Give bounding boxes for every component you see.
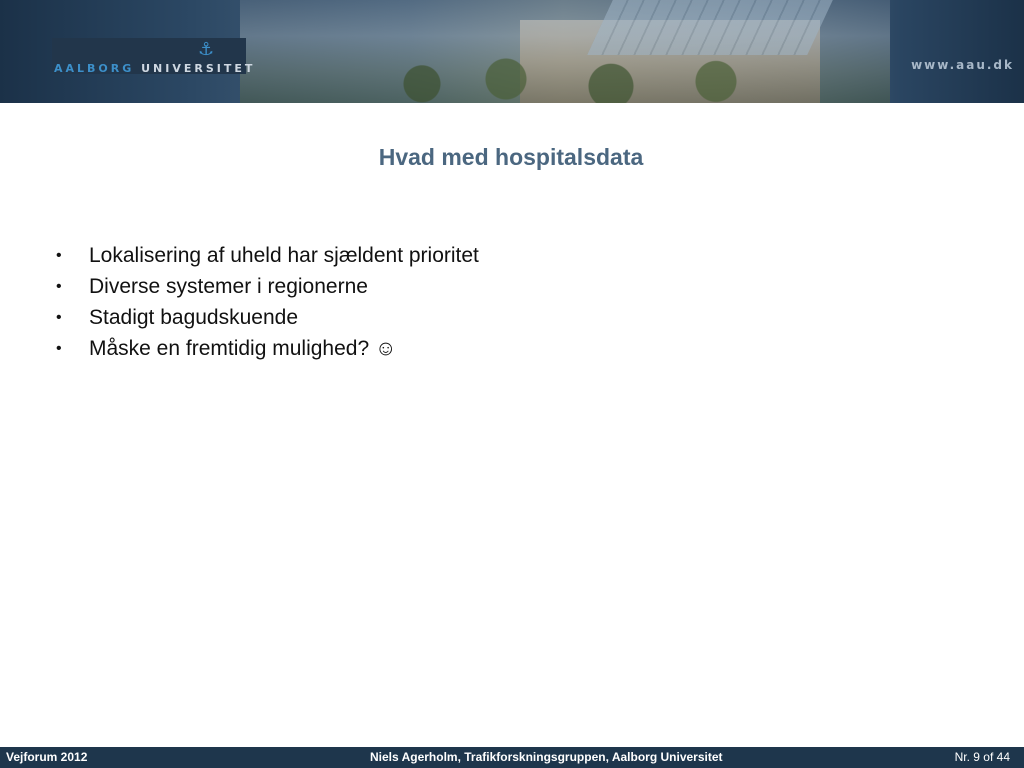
aau-logo-icon: ⚓ [198, 39, 215, 60]
slide-footer [0, 747, 1024, 768]
header-banner [0, 0, 1024, 103]
list-item: • Diverse systemer i regionerne [56, 271, 479, 302]
logo-text: AALBORG UNIVERSITET [54, 62, 256, 75]
glass-roof-image [587, 0, 833, 55]
site-url: www.aau.dk [911, 58, 1014, 72]
list-item: • Stadigt bagudskuende [56, 302, 479, 333]
bullet-list [56, 240, 479, 364]
footer-author: Niels Agerholm, Trafikforskningsgruppen, Aalborg Universitet [370, 750, 723, 764]
bullet-icon: • [56, 247, 62, 264]
slide-title: Hvad med hospitalsdata [378, 144, 644, 170]
page-number: Nr. 9 of 44 [954, 750, 1010, 764]
bullet-icon: • [56, 309, 62, 326]
list-item: • Måske en fremtidig mulighed? ☺ [56, 333, 479, 364]
list-item: • Lokalisering af uheld har sjældent prioritet [56, 240, 479, 271]
trees-image [380, 55, 800, 103]
bullet-icon: • [56, 340, 62, 357]
bullet-icon: • [56, 278, 62, 295]
footer-event: Vejforum 2012 [6, 750, 88, 764]
